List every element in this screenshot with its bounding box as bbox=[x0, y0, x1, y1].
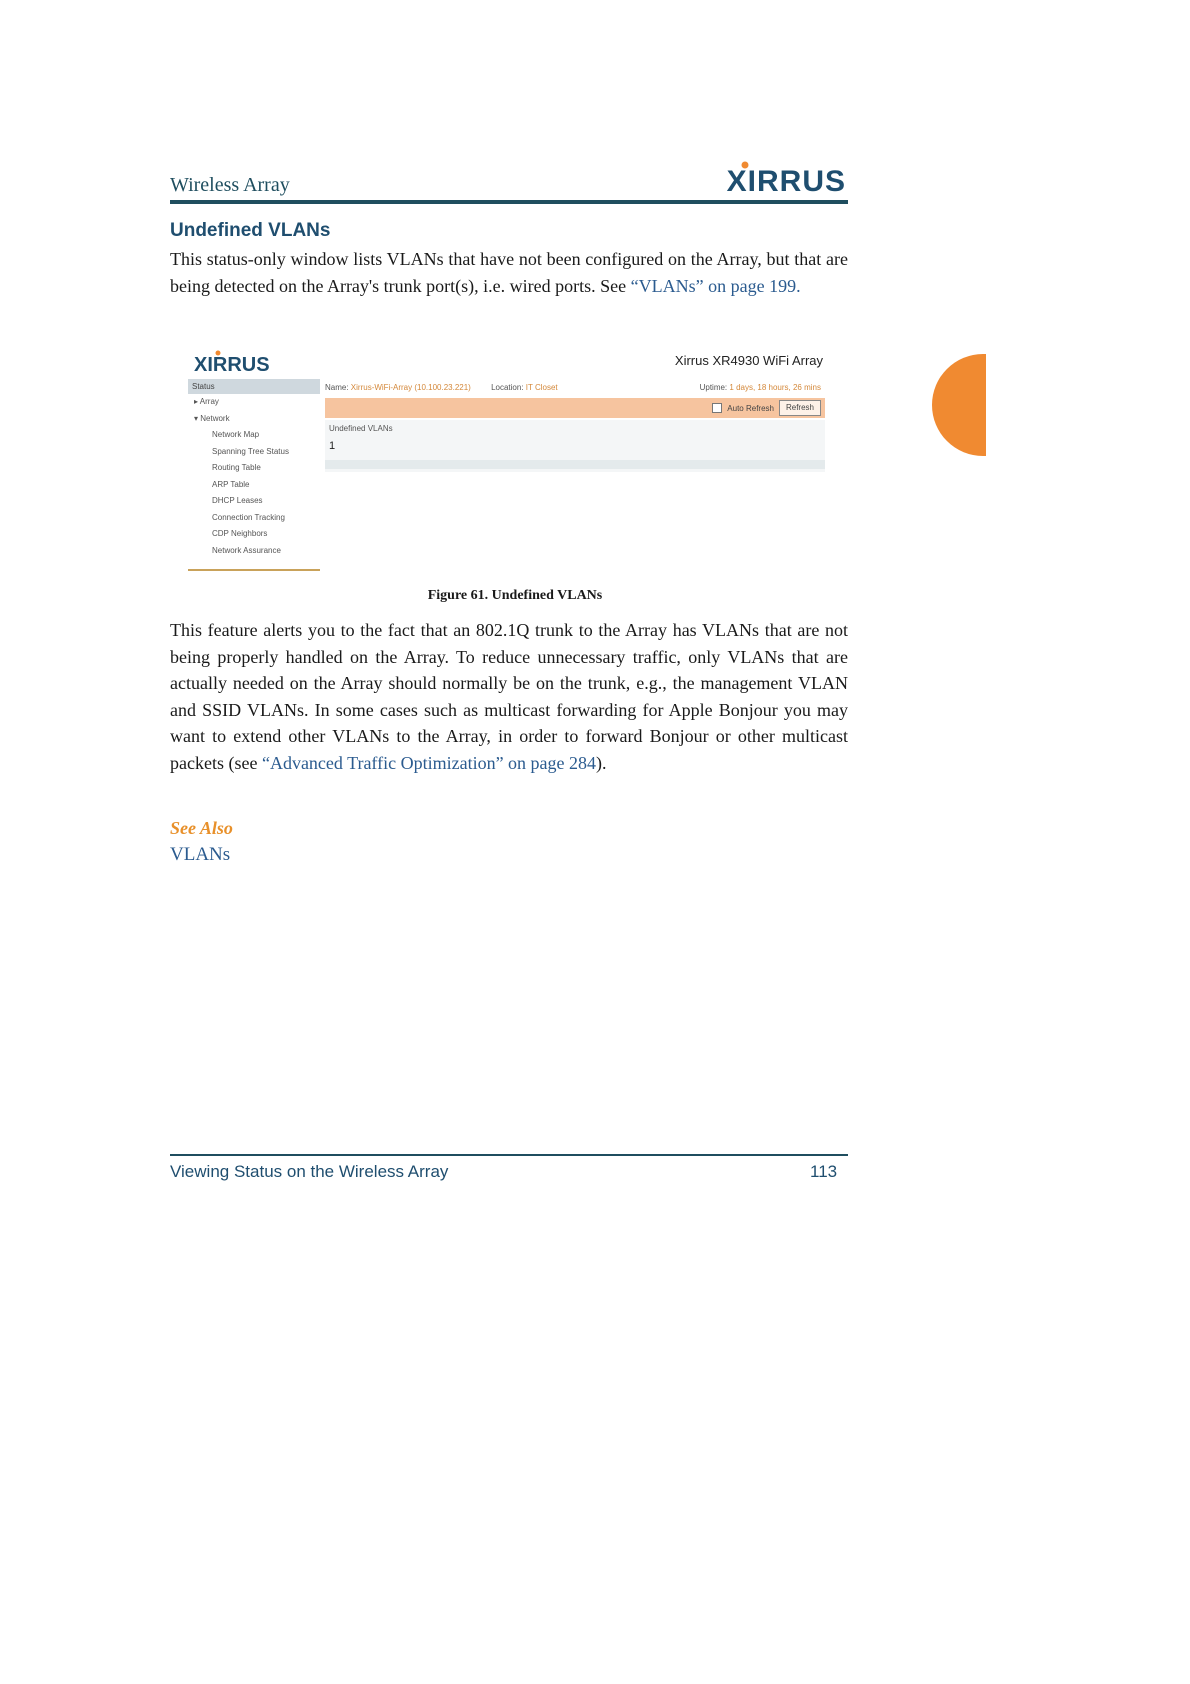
svg-text:XIRRUS: XIRRUS bbox=[194, 354, 270, 375]
feature-paragraph bbox=[170, 617, 848, 776]
chapter-tab-marker bbox=[932, 354, 986, 456]
name-label: Name: bbox=[325, 383, 349, 392]
vlans-page-link[interactable]: “VLANs” on page 199. bbox=[630, 275, 801, 296]
feature-text: This feature alerts you to the fact that an 802.1Q trunk to the Array has VLANs that are not being properly handled on the Array. To reduce unnecessary traffic, only VLANs that are actually needed on the Array should normally be on the trunk, e.g., the management VLAN and SSID VLANs. In some cases such as multicast forwarding for Apple Bonjour you may want to extend other VLANs to the Array, in order to forward Bonjour or other multicast packets (see bbox=[170, 620, 848, 773]
location-value: IT Closet bbox=[525, 383, 558, 392]
nav-sidebar bbox=[188, 379, 320, 571]
column-header: Undefined VLANs bbox=[329, 424, 393, 433]
uptime-value: 1 days, 18 hours, 26 mins bbox=[729, 383, 821, 392]
vlan-value: 1 bbox=[329, 440, 336, 452]
location-label: Location: bbox=[491, 383, 524, 392]
figure-caption: Figure 61. Undefined VLANs bbox=[427, 588, 603, 603]
intro-text: This status-only window lists VLANs that have not been configured on the Array, but that are being detected on the Array's trunk port(s), i.e. wired ports. See bbox=[170, 249, 848, 296]
table-row-divider bbox=[325, 460, 825, 469]
sidebar-item-dhcp-leases[interactable]: DHCP Leases bbox=[212, 496, 263, 505]
name-value: Xirrus-WiFi-Array (10.100.23.221) bbox=[350, 383, 471, 392]
refresh-button[interactable]: Refresh bbox=[779, 400, 821, 416]
status-topbar bbox=[325, 379, 825, 397]
sidebar-item-arp-table[interactable]: ARP Table bbox=[212, 479, 250, 489]
section-heading: Undefined VLANs bbox=[170, 220, 331, 241]
footer-chapter-title: Viewing Status on the Wireless Array bbox=[170, 1162, 449, 1181]
intro-paragraph bbox=[170, 246, 848, 299]
sidebar-header-status[interactable]: Status bbox=[188, 379, 320, 394]
xirrus-logo bbox=[708, 160, 848, 201]
refresh-controls bbox=[712, 400, 821, 416]
sidebar-item-network-assurance[interactable]: Network Assurance bbox=[212, 545, 281, 555]
svg-text:XIRRUS: XIRRUS bbox=[726, 165, 846, 196]
see-also-heading: See Also bbox=[170, 818, 233, 838]
running-header-title: Wireless Array bbox=[170, 174, 290, 196]
auto-refresh-checkbox[interactable] bbox=[712, 403, 722, 413]
figure-xirrus-logo bbox=[194, 349, 286, 380]
sidebar-item-cdp-neighbors[interactable]: CDP Neighbors bbox=[212, 529, 268, 538]
sidebar-item-spanning-tree[interactable]: Spanning Tree Status bbox=[212, 446, 289, 456]
undefined-vlans-table bbox=[325, 420, 825, 472]
auto-refresh-label: Auto Refresh bbox=[727, 403, 774, 413]
toolbar-band bbox=[325, 398, 825, 418]
feature-text-end: ). bbox=[596, 752, 607, 773]
figure-screenshot bbox=[188, 345, 828, 573]
sidebar-item-network[interactable]: ▾ Network bbox=[194, 413, 230, 423]
header-rule bbox=[170, 200, 848, 204]
sidebar-item-routing-table[interactable]: Routing Table bbox=[212, 463, 261, 472]
sidebar-item-network-map[interactable]: Network Map bbox=[212, 430, 260, 439]
sidebar-item-array[interactable]: ▸ Array bbox=[194, 397, 219, 406]
uptime-label: Uptime: bbox=[699, 383, 728, 392]
sidebar-item-connection-tracking[interactable]: Connection Tracking bbox=[212, 512, 285, 522]
product-name: Xirrus XR4930 WiFi Array bbox=[674, 353, 823, 368]
page-number: 113 bbox=[810, 1162, 838, 1181]
footer-rule bbox=[170, 1154, 848, 1156]
advanced-traffic-link[interactable]: “Advanced Traffic Optimization” on page 284 bbox=[261, 752, 597, 773]
see-also-vlans-link[interactable]: VLANs bbox=[170, 844, 231, 865]
